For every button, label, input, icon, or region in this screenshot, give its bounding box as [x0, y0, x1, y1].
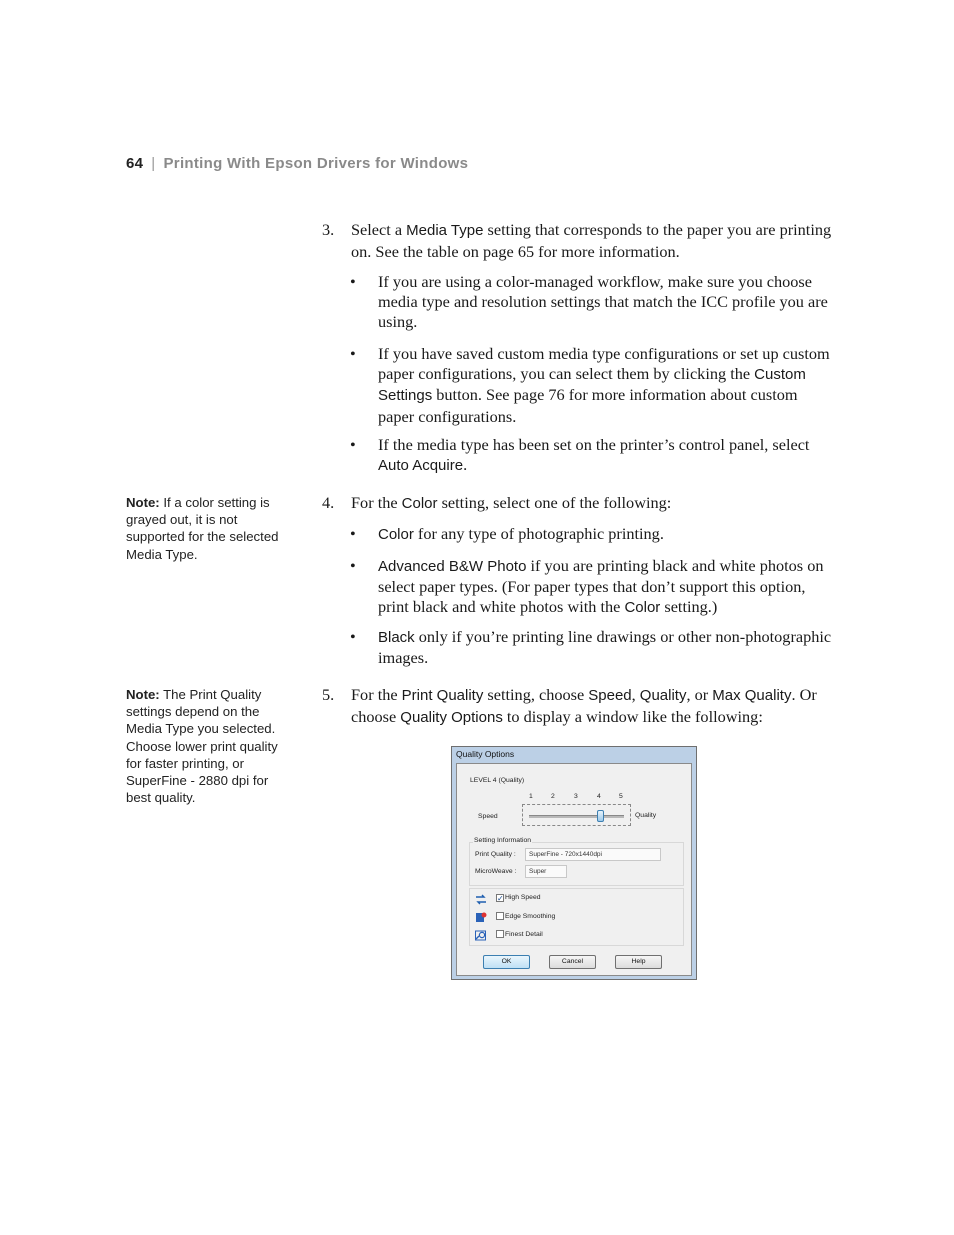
ui-term: Color: [378, 526, 414, 543]
ui-term: Quality Options: [400, 708, 503, 726]
finest-detail-icon: [475, 930, 487, 941]
text-run: setting, choose: [483, 685, 589, 704]
text-run: Select a: [351, 220, 407, 239]
bullet-dot: •: [350, 627, 356, 646]
tick-label-5: 5: [619, 793, 623, 800]
text-run: button. See page 76 for more information about custom paper configurations.: [378, 385, 798, 426]
note-color-setting: [126, 494, 292, 563]
ui-term: Speed: [588, 687, 632, 704]
bullet-custom-settings: [350, 344, 832, 427]
step-3: [322, 220, 832, 262]
tick-label-2: 2: [551, 793, 555, 800]
microweave-label: MicroWeave :: [475, 868, 517, 875]
text-run: for any type of photographic printing.: [413, 524, 664, 543]
slider-track: [529, 815, 624, 818]
tick-label-1: 1: [529, 793, 533, 800]
slider-thumb[interactable]: [597, 810, 604, 822]
high-speed-label: High Speed: [505, 894, 541, 901]
speed-label: Speed: [478, 813, 498, 820]
text-run: If the media type has been set on the printer’s control panel, select: [378, 435, 810, 454]
text-run: .: [463, 455, 468, 475]
bullet-dot: •: [350, 524, 356, 543]
finest-detail-label: Finest Detail: [505, 931, 543, 938]
note-text: If a color setting is grayed out, it is not supported for the selected Media Type.: [126, 495, 279, 562]
text-run: . Or choose: [351, 685, 817, 726]
help-button[interactable]: Help: [615, 955, 662, 969]
note-label: Note:: [126, 687, 160, 702]
ui-term: Color: [624, 599, 661, 617]
ui-term: Black: [378, 629, 415, 646]
note-text: The Print Quality settings depend on the Media Type you selected. Choose lower print quality for faster printing, or: [126, 687, 278, 771]
ui-term: Media Type: [406, 222, 484, 239]
note-print-quality: [126, 686, 292, 806]
page-number: 64: [126, 155, 144, 172]
print-quality-value: SuperFine - 720x1440dpi: [525, 848, 661, 861]
quality-label: Quality: [635, 812, 657, 819]
level-label: LEVEL 4 (Quality): [470, 777, 525, 784]
text-run: If you are using a color-managed workflow, make sure you choose media type and resolution settings that match the ICC profile you are using.: [378, 272, 828, 332]
setting-info-label: Setting Information: [474, 837, 532, 844]
dialog-client-area: [456, 763, 692, 976]
step-number: 3.: [322, 220, 335, 239]
print-quality-label: Print Quality :: [475, 851, 516, 858]
text-run: to display a window like the following:: [502, 706, 763, 726]
header-separator: |: [151, 155, 156, 172]
text-run: if you are printing black and white photos on select paper types. (For paper types that don’t support this option, print black and white photos with the: [378, 556, 824, 617]
text-run: For the: [351, 685, 402, 704]
bullet-color: [350, 524, 832, 545]
ui-term: Max Quality: [712, 687, 792, 704]
tick-label-4: 4: [597, 793, 601, 800]
high-speed-checkbox[interactable]: [496, 894, 504, 902]
bullet-advanced-bw: [350, 556, 832, 619]
dialog-title: Quality Options: [456, 749, 515, 759]
ui-term: Custom Settings: [378, 366, 806, 405]
step-5: [322, 685, 832, 728]
text-run: If you have saved custom media type configurations or set up custom paper configurations, you can select them by clicking the: [378, 344, 830, 384]
note-label: Note:: [126, 495, 160, 510]
microweave-value: Super: [525, 865, 567, 878]
text-run: ,: [631, 685, 640, 704]
finest-detail-checkbox[interactable]: [496, 930, 504, 938]
running-header: [126, 155, 468, 172]
ui-term: SuperFine - 2880 dpi: [126, 773, 250, 789]
note-text: for best quality.: [126, 773, 269, 806]
ui-term: Quality: [639, 687, 687, 704]
bullet-color-managed: [350, 272, 832, 333]
bullet-dot: •: [350, 344, 356, 363]
step-4: [322, 493, 832, 515]
ok-button[interactable]: OK: [483, 955, 530, 969]
bullet-black: [350, 627, 832, 668]
ui-term: Auto Acquire: [378, 457, 464, 475]
bullet-auto-acquire: [350, 435, 832, 476]
text-run: setting that corresponds to the paper you are printing on. See the table on page 65 for more information.: [351, 220, 832, 261]
step-number: 5.: [322, 685, 335, 704]
chapter-title: Printing With Epson Drivers for Windows: [163, 155, 469, 172]
text-run: setting, select one of the following:: [437, 493, 672, 512]
text-run: only if you’re printing line drawings or other non-photographic images.: [378, 627, 832, 668]
text-run: setting.): [660, 597, 718, 617]
ui-term: Print Quality: [401, 687, 484, 704]
high-speed-icon: [475, 894, 487, 905]
edge-smoothing-icon: [475, 912, 487, 923]
bullet-dot: •: [350, 435, 356, 454]
bullet-dot: •: [350, 272, 356, 291]
step-text: [351, 220, 832, 262]
ui-term: Advanced B&W Photo: [378, 558, 527, 575]
ui-term: Color: [401, 495, 438, 512]
text-run: , or: [686, 685, 713, 704]
edge-smoothing-checkbox[interactable]: [496, 912, 504, 920]
quality-options-dialog: [451, 746, 697, 980]
step-number: 4.: [322, 493, 335, 512]
checkmark-icon: ✓: [497, 894, 504, 903]
tick-label-3: 3: [574, 793, 578, 800]
edge-smoothing-label: Edge Smoothing: [505, 913, 556, 920]
cancel-button[interactable]: Cancel: [549, 955, 596, 969]
bullet-dot: •: [350, 556, 356, 575]
text-run: For the: [351, 493, 402, 512]
quality-slider[interactable]: [522, 804, 631, 826]
